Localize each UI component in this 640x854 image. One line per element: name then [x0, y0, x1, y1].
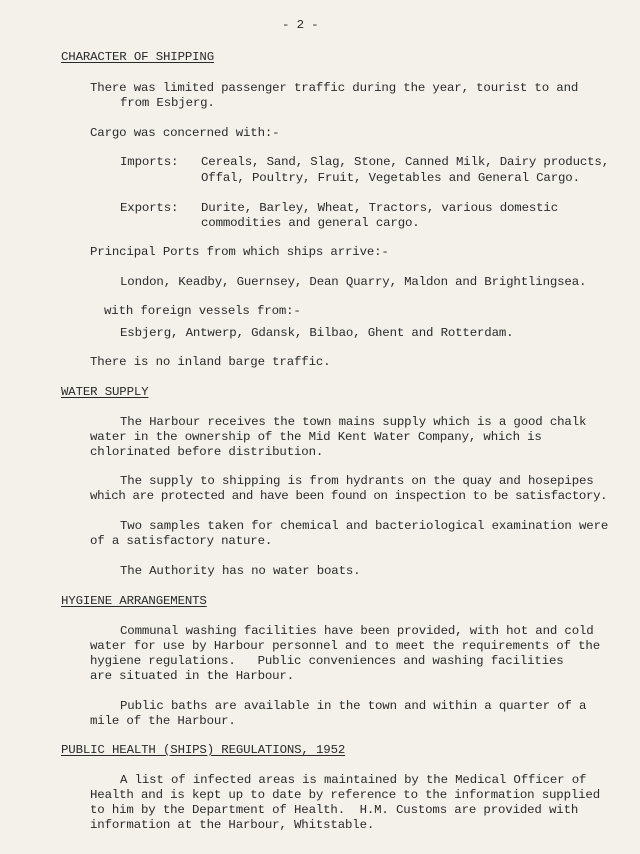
paragraph-line: There was limited passenger traffic during the year, tourist to and	[90, 81, 579, 95]
paragraph-line: The supply to shipping is from hydrants on the quay and hosepipes	[120, 474, 594, 488]
section-heading-public-health: PUBLIC HEALTH (SHIPS) REGULATIONS, 1952	[61, 743, 346, 757]
paragraph-line: chlorinated before distribution.	[90, 445, 324, 459]
ports-list: London, Keadby, Guernsey, Dean Quarry, Maldon and Brightlingsea.	[120, 275, 587, 289]
section-heading-shipping: CHARACTER OF SHIPPING	[61, 50, 214, 64]
paragraph-line: are situated in the Harbour.	[90, 669, 294, 683]
paragraph-line: to him by the Department of Health. H.M. Customs are provided with	[90, 803, 579, 817]
imports-label: Imports:	[120, 155, 179, 169]
section-heading-water-supply: WATER SUPPLY	[61, 385, 149, 399]
paragraph-line: Communal washing facilities have been provided, with hot and cold	[120, 624, 594, 638]
paragraph-line: commodities and general cargo.	[201, 216, 420, 230]
paragraph-line: water in the ownership of the Mid Kent Water Company, which is	[90, 430, 542, 444]
paragraph-line: with foreign vessels from:-	[104, 304, 301, 318]
paragraph-line: Offal, Poultry, Fruit, Vegetables and General Cargo.	[201, 171, 580, 185]
paragraph-line: Cargo was concerned with:-	[90, 126, 280, 140]
paragraph-line: Durite, Barley, Wheat, Tractors, various domestic	[201, 201, 558, 215]
paragraph-line: from Esbjerg.	[120, 96, 215, 110]
page-number: - 2 -	[282, 18, 319, 32]
paragraph-line: Health and is kept up to date by reference to the information supplied	[90, 788, 600, 802]
foreign-ports-list: Esbjerg, Antwerp, Gdansk, Bilbao, Ghent and Rotterdam.	[120, 326, 514, 340]
paragraph-line: Two samples taken for chemical and bacteriological examination were	[120, 519, 609, 533]
paragraph-line: hygiene regulations. Public conveniences and washing facilities	[90, 654, 564, 668]
paragraph-line: of a satisfactory nature.	[90, 534, 273, 548]
paragraph-line: mile of the Harbour.	[90, 714, 236, 728]
paragraph-line: Public baths are available in the town and within a quarter of a	[120, 699, 587, 713]
paragraph-line: A list of infected areas is maintained by the Medical Officer of	[120, 773, 587, 787]
section-heading-hygiene: HYGIENE ARRANGEMENTS	[61, 594, 207, 608]
paragraph-line: water for use by Harbour personnel and to meet the requirements of the	[90, 639, 600, 653]
paragraph-line: The Authority has no water boats.	[120, 564, 361, 578]
paragraph-line: information at the Harbour, Whitstable.	[90, 818, 375, 832]
paragraph-line: There is no inland barge traffic.	[90, 355, 331, 369]
paragraph-line: which are protected and have been found on inspection to be satisfactory.	[90, 489, 608, 503]
paragraph-line: Principal Ports from which ships arrive:-	[90, 245, 389, 259]
paragraph-line: The Harbour receives the town mains supply which is a good chalk	[120, 415, 587, 429]
exports-label: Exports:	[120, 201, 179, 215]
paragraph-line: Cereals, Sand, Slag, Stone, Canned Milk, Dairy products,	[201, 155, 609, 169]
